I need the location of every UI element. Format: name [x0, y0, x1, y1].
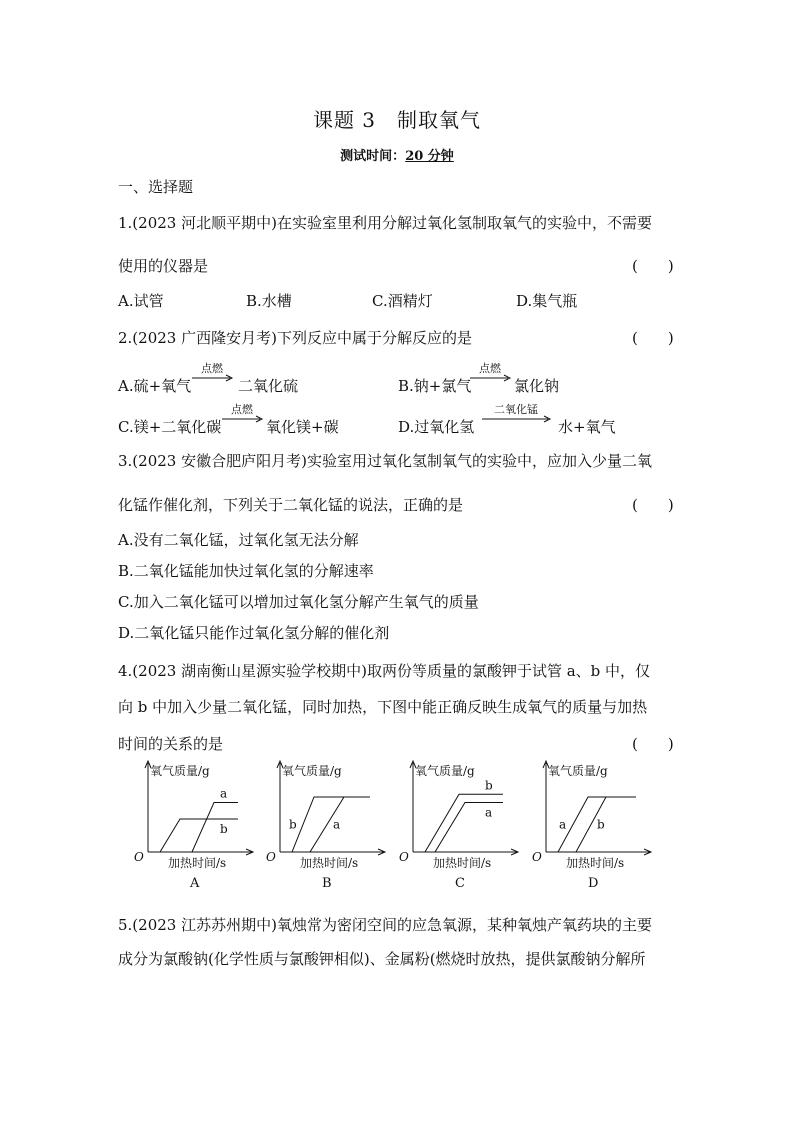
- q3-answer-paren: ( ): [632, 496, 674, 514]
- q2-option-a-reactants: A.硫+氧气: [118, 377, 192, 395]
- q2-answer-paren: ( ): [632, 329, 674, 347]
- graph-c-series-label-a: a: [485, 805, 493, 820]
- graph-b-series-label-b: b: [289, 817, 297, 832]
- q1-option-c: C.酒精灯: [372, 292, 433, 310]
- graph-d-series-label-b: b: [597, 817, 605, 832]
- q5-line1: 5.(2023 江苏苏州期中)氧烛常为密闭空间的应急氧源，某种氧烛产氧药块的主要: [118, 916, 652, 934]
- graph-d-series-label-a: a: [559, 817, 567, 832]
- graph-a-y-label: 氧气质量/g: [150, 764, 210, 778]
- q1-option-d: D.集气瓶: [516, 292, 578, 310]
- graph-c-x-label: 加热时间/s: [433, 856, 492, 870]
- q2-option-a-condition: 点燃: [201, 362, 223, 375]
- graph-a-series-label-b: b: [220, 822, 228, 836]
- q2-option-b-arrow: [470, 374, 512, 382]
- q3-line1: 3.(2023 安徽合肥庐阳月考)实验室用过氧化氢制氧气的实验中，应加入少量二氧: [118, 452, 652, 470]
- page-title: 课题 3 制取氧气: [312, 108, 482, 132]
- q2-option-c-condition: 点燃: [231, 403, 253, 416]
- q4-answer-paren: ( ): [632, 735, 674, 753]
- graph-d-option-label: D: [588, 876, 599, 891]
- graph-d-x-label: 加热时间/s: [566, 856, 625, 870]
- q4-line3: 时间的关系的是: [118, 735, 224, 753]
- q2-option-d-arrow: [482, 415, 552, 423]
- q3-option-c: C.加入二氧化锰可以增加过氧化氢分解产生氧气的质量: [118, 593, 479, 611]
- q2-option-c-products: 氧化镁+碳: [266, 418, 339, 436]
- q1-line2: 使用的仪器是: [118, 257, 209, 275]
- q5-line2: 成分为氯酸钠(化学性质与氯酸钾相似)、金属粉(燃烧时放热，提供氯酸钠分解所: [118, 950, 646, 968]
- q3-option-d: D.二氧化锰只能作过氧化氢分解的催化剂: [118, 624, 390, 642]
- graph-a-option-label: A: [190, 876, 200, 891]
- graph-b-y-label: 氧气质量/g: [282, 764, 342, 778]
- q4-line2: 向 b 中加入少量二氧化锰，同时加热，下图中能正确反映生成氧气的质量与加热: [118, 698, 648, 716]
- graph-d-y-label: 氧气质量/g: [548, 764, 608, 778]
- graph-c-origin: O: [399, 850, 409, 864]
- q2-option-d-products: 水+氧气: [558, 418, 616, 436]
- q2-option-b-condition: 点燃: [479, 362, 501, 375]
- q3-line2: 化锰作催化剂，下列关于二氧化锰的说法，正确的是: [118, 496, 464, 514]
- q2-option-d-condition: 二氧化锰: [494, 403, 538, 416]
- q2-line1: 2.(2023 广西隆安月考)下列反应中属于分解反应的是: [118, 329, 472, 347]
- graph-c-option-label: C: [455, 876, 465, 891]
- time-info: [0, 145, 794, 164]
- graph-b-series-label-a: a: [333, 817, 341, 832]
- time-value: 20 分钟: [405, 149, 454, 164]
- graph-c-y-label: 氧气质量/g: [415, 764, 475, 778]
- q1-option-a: A.试管: [118, 292, 164, 310]
- graph-b-x-label: 加热时间/s: [300, 856, 359, 870]
- q4-line1: 4.(2023 湖南衡山星源实验学校期中)取两份等质量的氯酸钾于试管 a、b 中，仅: [118, 662, 651, 680]
- q4-graphs: [0, 755, 794, 895]
- graph-c-series-label-b: b: [485, 778, 493, 793]
- q2-option-d-reactants: D.过氧化氢: [398, 418, 475, 436]
- q2-option-b-products: 氯化钠: [514, 377, 560, 395]
- q2-option-b-reactants: B.钠+氯气: [398, 377, 472, 395]
- q3-option-a: A.没有二氧化锰，过氧化氢无法分解: [118, 531, 359, 549]
- section-heading: 一、选择题: [118, 178, 194, 196]
- graph-a-origin: O: [134, 850, 144, 864]
- graph-d-origin: O: [532, 850, 542, 864]
- graph-b-option-label: B: [322, 876, 332, 891]
- graph-a-series-label-a: a: [220, 786, 228, 801]
- time-label: 测试时间：: [340, 149, 406, 164]
- q3-option-b: B.二氧化锰能加快过氧化氢的分解速率: [118, 562, 374, 580]
- q2-option-c-arrow: [222, 415, 264, 423]
- graph-b-origin: O: [266, 850, 276, 864]
- q2-option-a-products: 二氧化硫: [238, 377, 299, 395]
- q1-line1: 1.(2023 河北顺平期中)在实验室里利用分解过氧化氢制取氧气的实验中，不需要: [118, 214, 652, 232]
- q2-option-c-reactants: C.镁+二氧化碳: [118, 418, 222, 436]
- q2-option-a-arrow: [192, 374, 234, 382]
- q1-answer-paren: ( ): [632, 257, 674, 275]
- graph-a-x-label: 加热时间/s: [168, 856, 227, 870]
- q1-option-b: B.水槽: [246, 292, 292, 310]
